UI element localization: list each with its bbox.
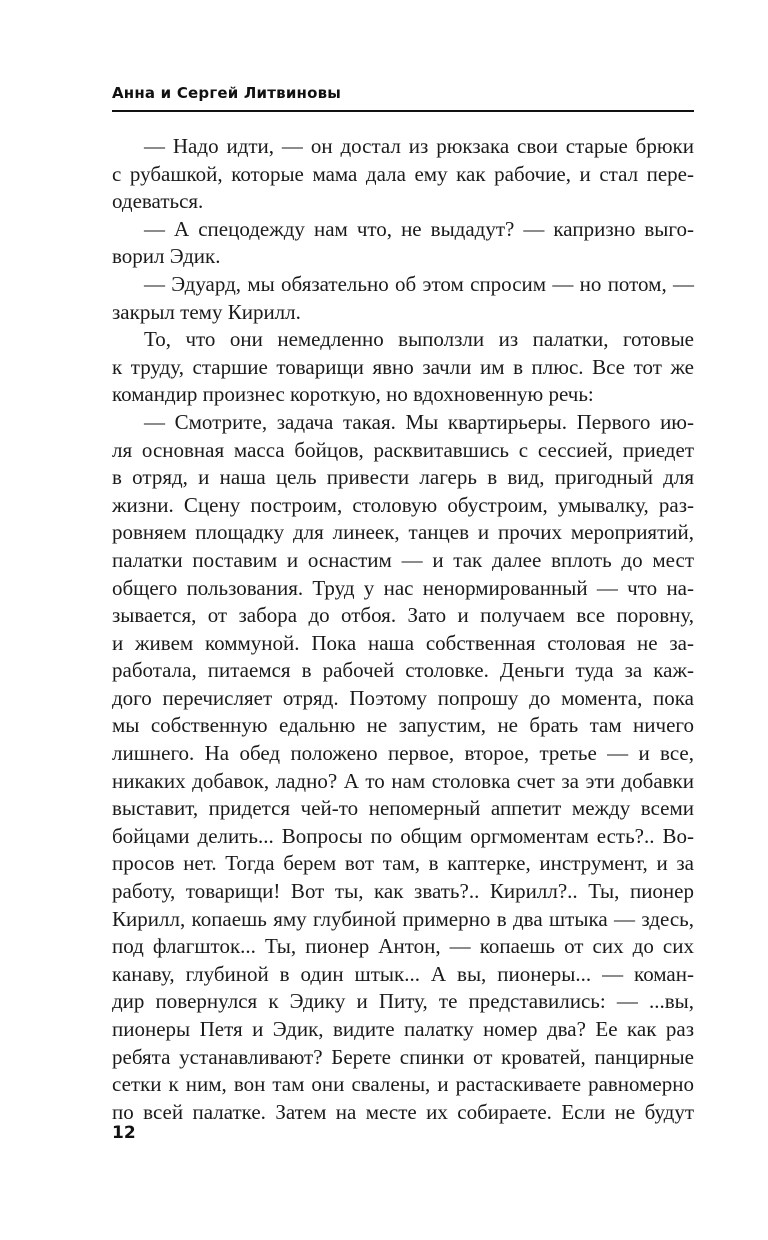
- text-line: ворил Эдик.: [112, 244, 221, 269]
- text-line: мы собственную едальню не запустим, не брать там ничего: [112, 713, 694, 738]
- text-line: закрыл тему Кирилл.: [112, 299, 301, 324]
- text-line: в отряд, и наша цель привести лагерь в вид, пригодный для: [112, 465, 694, 490]
- text-line: Кирилл, копаешь яму глубиной примерно в два штыка — здесь,: [112, 906, 694, 931]
- text-line: сетки к ним, вон там они свалены, и растаскиваете равномерно: [112, 1072, 694, 1097]
- text-line: дир повернулся к Эдику и Питу, те представились: — ...вы,: [112, 989, 694, 1014]
- text-line: лишнего. На обед положено первое, второе, третье — и все,: [112, 741, 694, 766]
- text-line: — А спецодежду нам что, не выдадут? — капризно выго-: [144, 216, 694, 241]
- text-line: командир произнес короткую, но вдохновенную речь:: [112, 382, 594, 407]
- header-rule: [112, 110, 694, 112]
- text-line: канаву, глубиной в один штык... А вы, пионеры... — коман-: [112, 961, 694, 986]
- page-number: 12: [112, 1123, 136, 1143]
- text-line: общего пользования. Труд у нас ненормированный — что на-: [112, 575, 694, 600]
- text-line: просов нет. Тогда берем вот там, в каптерке, инструмент, и за: [112, 851, 694, 876]
- text-line: работу, товарищи! Вот ты, как звать?.. Кирилл?.. Ты, пионер: [112, 879, 694, 904]
- body-text: [112, 133, 694, 1126]
- text-line: пионеры Петя и Эдик, видите палатку номер два? Ее как раз: [112, 1017, 694, 1041]
- text-line: — Эдуард, мы обязательно об этом спросим — но потом, —: [144, 271, 694, 296]
- text-line: ровняем площадку для линеек, танцев и прочих мероприятий,: [112, 520, 694, 545]
- text-line: никаких добавок, ладно? А то нам столовка счет за эти добавки: [112, 768, 694, 793]
- text-line: выставит, придется чей-то непомерный аппетит между всеми: [112, 796, 694, 821]
- text-line: одеваться.: [112, 189, 204, 214]
- text-line: по всей палатке. Затем на месте их собираете. Если не будут: [112, 1099, 694, 1124]
- text-line: бойцами делить... Вопросы по общим оргмоментам есть?.. Во-: [112, 823, 694, 848]
- text-line: жизни. Сцену построим, столовую обустроим, умывалку, раз-: [112, 492, 694, 517]
- text-line: работала, питаемся в рабочей столовке. Деньги туда за каж-: [112, 658, 694, 683]
- text-line: То, что они немедленно выползли из палатки, готовые: [144, 327, 694, 352]
- text-line: — Смотрите, задача такая. Мы квартирьеры. Первого ию-: [144, 409, 694, 434]
- running-title: Анна и Сергей Литвиновы: [112, 84, 342, 102]
- text-line: с рубашкой, которые мама дала ему как рабочие, и стал пере-: [112, 161, 694, 186]
- text-line: зывается, от забора до отбоя. Зато и получаем все поровну,: [112, 603, 694, 628]
- text-line: к труду, старшие товарищи явно зачли им в плюс. Все тот же: [112, 354, 694, 379]
- text-line: под флагшток... Ты, пионер Антон, — копаешь от сих до сих: [112, 934, 694, 959]
- text-line: дого перечисляет отряд. Поэтому попрошу до момента, пока: [112, 685, 694, 710]
- text-line: ребята устанавливают? Берете спинки от кроватей, панцирные: [112, 1044, 694, 1069]
- text-line: палатки поставим и оснастим — и так далее вплоть до мест: [112, 547, 694, 572]
- text-line: ля основная масса бойцов, расквитавшись с сессией, приедет: [112, 437, 694, 462]
- text-line: — Надо идти, — он достал из рюкзака свои старые брюки: [144, 134, 694, 158]
- text-line: и живем коммуной. Пока наша собственная столовая не за-: [112, 630, 694, 655]
